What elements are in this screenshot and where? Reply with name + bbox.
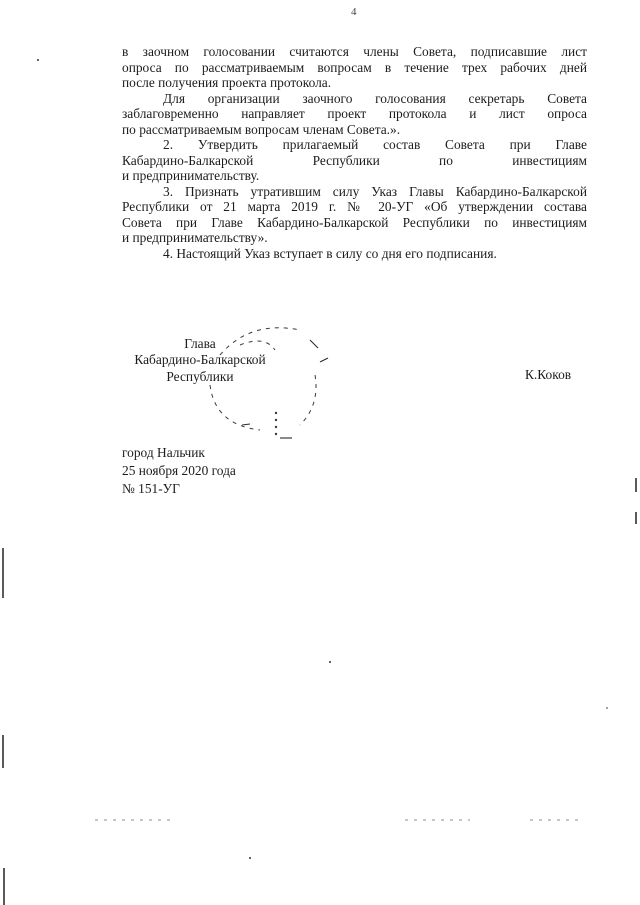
text-line: Для организации заочного голосования секретарь Совета (163, 90, 587, 106)
text-line: Кабардино-Балкарской Республики по инвестициям (122, 152, 587, 168)
signatory-title-line: Глава (184, 336, 216, 351)
text-line: 4. Настоящий Указ вступает в силу со дня его подписания. (163, 245, 497, 261)
signatory-title-line: Кабардино-Балкарской (134, 352, 266, 367)
signatory-title-line: Республики (166, 369, 234, 384)
text-line: 2. Утвердить прилагаемый состав Совета при Главе (163, 137, 587, 152)
text-line: 3. Признать утратившим силу Указ Главы Кабардино-Балкарской (163, 183, 587, 199)
text-line: заблаговременно направляет проект протокола и лист опроса (122, 106, 587, 121)
city: город Нальчик (122, 445, 205, 460)
signer-name: К.Коков (525, 367, 572, 382)
text-line: после получения проекта протокола. (122, 75, 332, 90)
text-line: и предпринимательству». (122, 230, 268, 245)
decree-number: № 151-УГ (122, 481, 180, 496)
text-line: опроса по рассматриваемым вопросам в течение трех рабочих дней (122, 59, 587, 75)
decree-date: 25 ноября 2020 года (122, 463, 236, 478)
text-line: Совета при Главе Кабардино-Балкарской Республики по инвестициям (122, 214, 587, 230)
text-line: Республики от 21 марта 2019 г. № 20-УГ «Об утверждении состава (122, 199, 587, 214)
text-line: по рассматриваемым вопросам членам Совета.». (122, 121, 401, 137)
text-line: и предпринимательству. (122, 168, 260, 183)
page-number: 4 (351, 6, 357, 18)
text-line: в заочном голосовании считаются члены Совета, подписавшие лист (122, 44, 587, 59)
